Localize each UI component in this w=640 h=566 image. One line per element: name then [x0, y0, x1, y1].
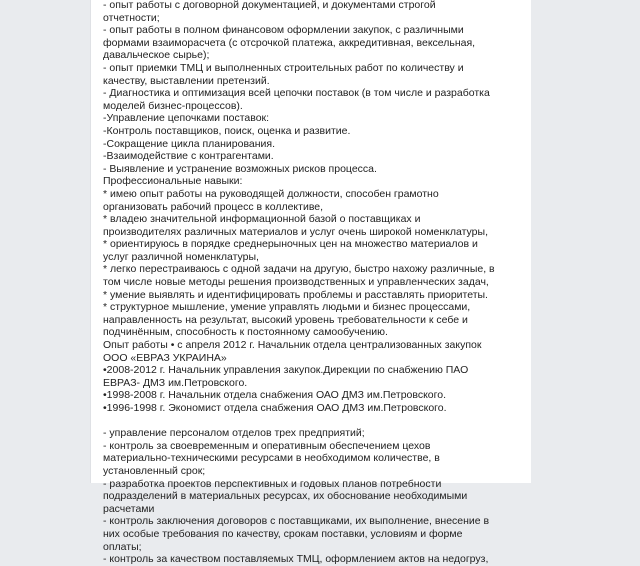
post-text-line: оплаты;: [103, 540, 142, 553]
post-text-line: отчетности;: [103, 11, 160, 24]
post-text-line: услуг различной номенклатуры,: [103, 250, 259, 263]
post-text-line: - управление персоналом отделов трех предприятий;: [103, 427, 365, 440]
post-text-line: формами взаиморасчета (с отсрочкой платежа, аккредитивная, вексельная,: [103, 36, 476, 49]
post-text: [103, 0, 523, 566]
post-text-line: - разработка проектов перспективных и годовых планов потребности: [103, 477, 442, 490]
post-text-line: * имею опыт работы на руководящей должности, способен грамотно: [103, 187, 439, 200]
post-text-line: подразделений в материальных ресурсах, их обоснование необходимыми: [103, 490, 468, 503]
post-text-line: моделей бизнес-процессов).: [103, 99, 243, 112]
post-text-line: -Управление цепочками поставок:: [103, 112, 270, 125]
post-text-line: - опыт работы в полном финансовом оформлении закупок, с различными: [103, 24, 464, 37]
post-text-line: * владею значительной информационной базой о поставщиках и: [103, 213, 421, 226]
post-text-line: материально-техническими ресурсами в необходимом количестве, в: [103, 452, 440, 465]
post-text-line: * умение выявлять и идентифицировать проблемы и расставлять приоритеты.: [103, 288, 488, 301]
post-text-line: * структурное мышление, умение управлять людьми и бизнес процессами,: [103, 301, 471, 314]
post-text-line: установленный срок;: [103, 464, 206, 477]
post-text-line: производителях различных материалов и услуг очень широкой номенклатуры,: [103, 225, 488, 238]
post-text-line: - Диагностика и оптимизация всей цепочки поставок (в том числе и разработка: [103, 87, 490, 100]
post-text-line: качеству, выставлении претензий.: [103, 74, 270, 87]
post-text-line: том числе новые методы решения производственных и управленческих задач,: [103, 276, 489, 289]
blank-line: [103, 415, 523, 428]
post-text-line: них особые требования по качеству, срокам поставки, условиям и форме: [103, 527, 463, 540]
post-text-line: - контроль за своевременным и оперативным обеспечением цехов: [103, 439, 431, 452]
post-text-line: •2008-2012 г. Начальник управления закупок.Дирекции по снабжению ПАО: [103, 364, 469, 377]
post-text-line: давальческое сырье);: [103, 49, 210, 62]
post-text-line: - опыт приемки ТМЦ и выполненных строительных работ по количеству и: [103, 61, 464, 74]
post-text-line: - контроль за качеством поставляемых ТМЦ, оформлением актов на недогруз,: [103, 553, 489, 566]
post-text-line: - опыт работы с договорной документацией, и документами строгой: [103, 0, 436, 11]
post-text-line: * легко перестраиваюсь с одной задачи на другую, быстро нахожу различные, в: [103, 263, 495, 276]
post-text-line: -Контроль поставщиков, поиск, оценка и развитие.: [103, 124, 351, 137]
post-card: [90, 0, 532, 566]
post-text-line: Опыт работы • с апреля 2012 г. Начальник отдела централизованных закупок: [103, 339, 482, 352]
post-text-line: -Взаимодействие с контрагентами.: [103, 150, 274, 163]
post-text-line: * ориентируюсь в порядке среднерыночных цен на множество материалов и: [103, 238, 478, 251]
post-text-line: направленность на результат, высокий уровень требовательности к себе и: [103, 313, 468, 326]
post-text-line: расчетами: [103, 502, 155, 515]
post-text-line: •1998-2008 г. Начальник отдела снабжения ОАО ДМЗ им.Петровского.: [103, 389, 447, 402]
post-text-line: ЕВРАЗ- ДМЗ им.Петровского.: [103, 376, 248, 389]
post-text-line: - Выявление и устранение возможных рисков процесса.: [103, 162, 377, 175]
post-text-line: -Сокращение цикла планирования.: [103, 137, 276, 150]
post-text-line: •1996-1998 г. Экономист отдела снабжения ОАО ДМЗ им.Петровского.: [103, 402, 447, 414]
post-text-line: Профессиональные навыки:: [103, 175, 243, 188]
post-text-line: организовать рабочий процесс в коллективе,: [103, 200, 324, 213]
post-text-line: ООО «ЕВРАЗ УКРАИНА»: [103, 351, 227, 364]
post-text-line: подчинённым, способность к постоянному самообучению.: [103, 326, 388, 339]
right-gutter: [531, 0, 640, 483]
post-text-line: - контроль заключения договоров с поставщиками, их выполнение, внесение в: [103, 515, 490, 528]
